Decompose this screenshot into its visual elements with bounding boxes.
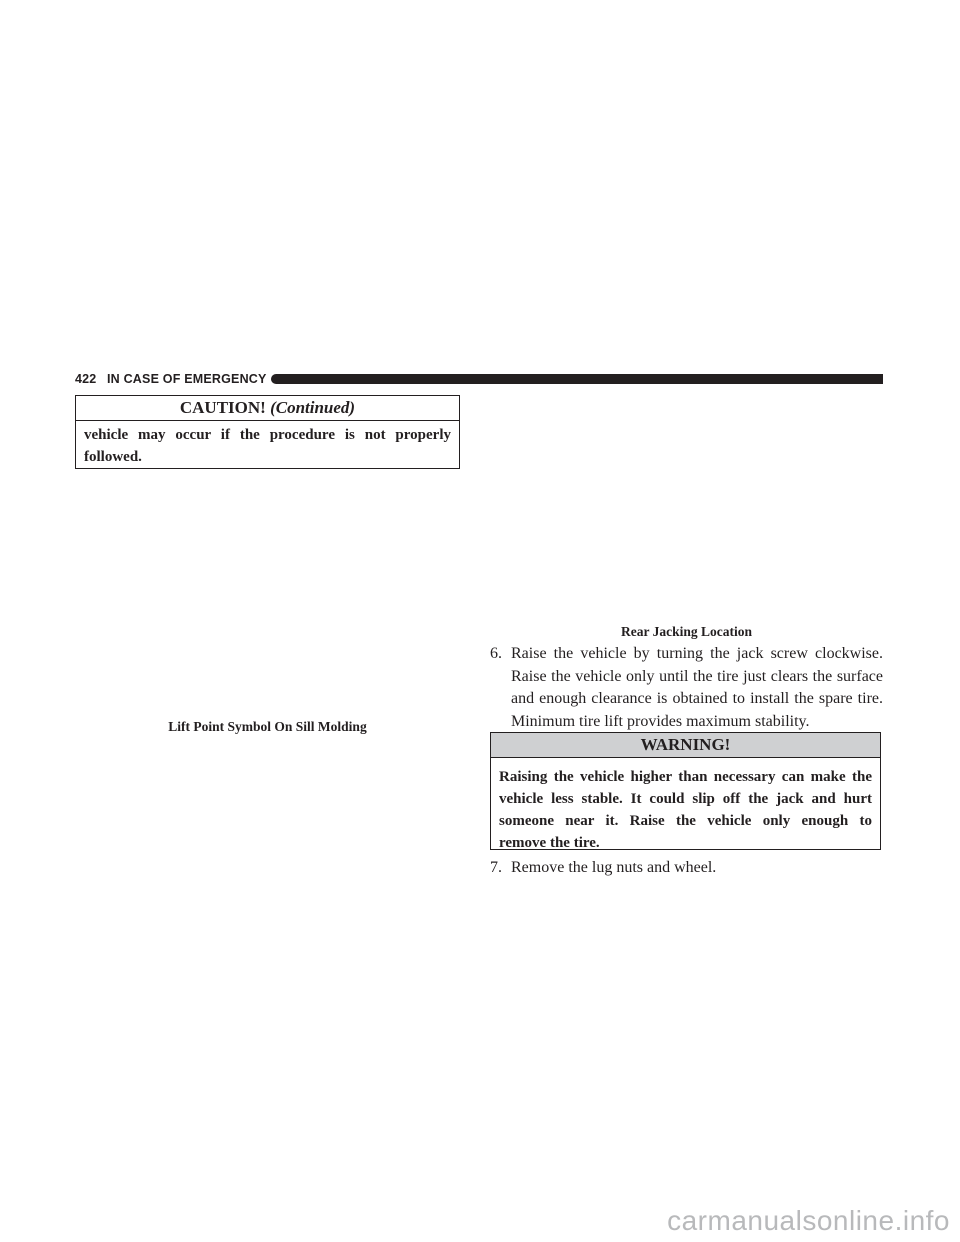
figure-caption-lift-point: Lift Point Symbol On Sill Molding	[168, 719, 367, 734]
header-rule	[271, 374, 883, 384]
warning-line: someone near it. Raise the vehicle only enough to	[499, 813, 872, 829]
step-6	[490, 643, 883, 733]
warning-body	[491, 758, 880, 854]
figure-caption-rear-jacking: Rear Jacking Location	[621, 624, 752, 639]
page-number: 422	[75, 372, 97, 386]
step-number: 6.	[490, 645, 502, 662]
caution-title: CAUTION!	[179, 398, 266, 417]
step-text: Raise the vehicle by turning the jack screw clockwise. Raise the vehicle only until the tire just clears the surface and enough clearance is obtained to install the spare tire. Minimum tire lift provides maximum stability.	[511, 645, 883, 730]
caution-line: followed.	[84, 449, 142, 465]
step-text: Remove the lug nuts and wheel.	[511, 859, 717, 876]
caution-box	[75, 395, 460, 469]
warning-line: Raising the vehicle higher than necessary can make the	[499, 769, 872, 785]
watermark: carmanualsonline.info	[667, 1205, 950, 1236]
step-7	[490, 857, 883, 880]
warning-title: WARNING!	[491, 733, 880, 758]
page-header	[75, 371, 883, 387]
caution-continued: (Continued)	[270, 398, 356, 417]
caution-body	[76, 421, 459, 468]
section-title: IN CASE OF EMERGENCY	[107, 372, 267, 386]
warning-line: vehicle less stable. It could slip off the jack and hurt	[499, 791, 872, 807]
caution-heading	[76, 396, 459, 421]
caution-line: vehicle may occur if the procedure is not properly	[84, 427, 451, 443]
warning-line: remove the tire.	[499, 835, 600, 851]
warning-box	[490, 732, 881, 850]
step-number: 7.	[490, 859, 502, 876]
